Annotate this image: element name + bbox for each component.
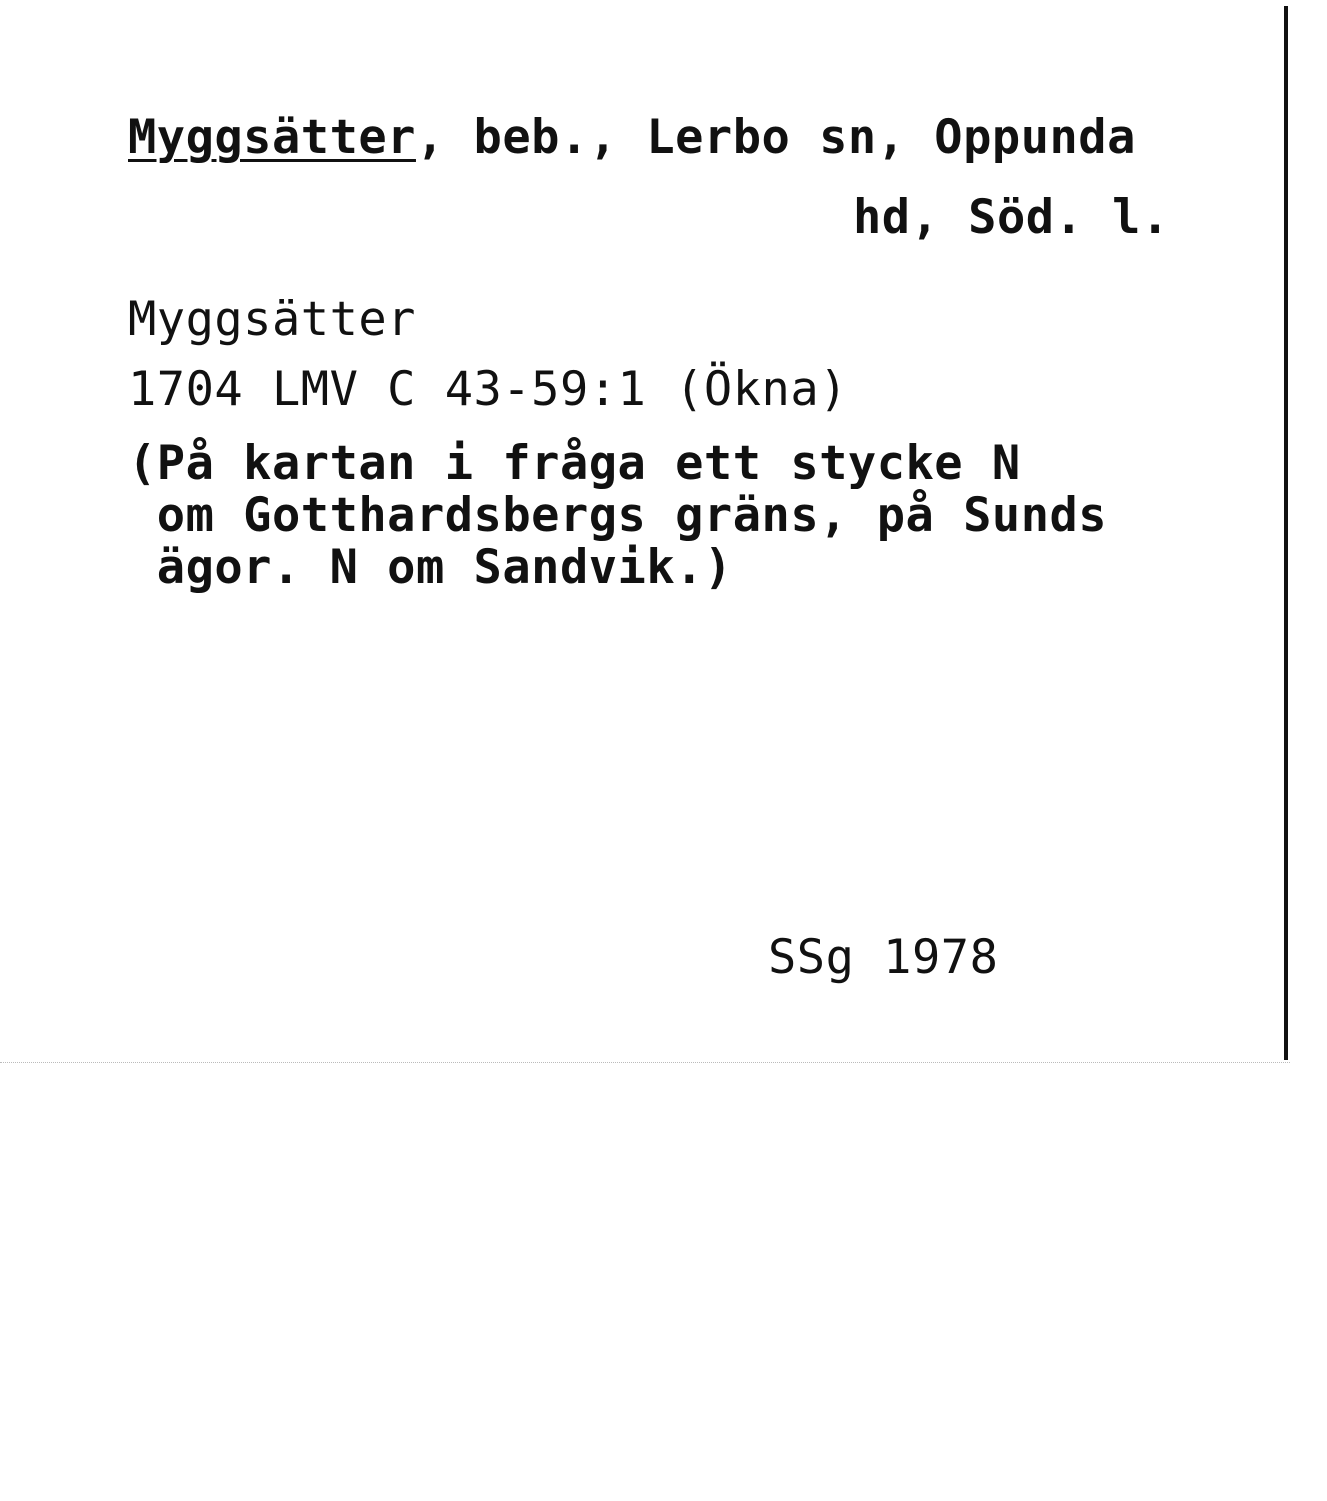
card-bottom-edge bbox=[0, 1062, 1290, 1063]
heading-line-2: hd, Söd. l. bbox=[853, 190, 1170, 245]
place-name: Myggsätter bbox=[128, 110, 416, 165]
name-form: Myggsätter bbox=[128, 292, 416, 347]
note-line-2: om Gotthardsbergs gräns, på Sunds bbox=[128, 488, 1108, 543]
place-description: , beb., Lerbo sn, Oppunda bbox=[415, 110, 1136, 165]
note-line-3: ägor. N om Sandvik.) bbox=[128, 540, 733, 595]
source-reference: 1704 LMV C 43-59:1 (Ökna) bbox=[128, 362, 848, 417]
signature: SSg 1978 bbox=[768, 930, 999, 985]
heading-line-1 bbox=[128, 110, 1136, 165]
note-line-1: (På kartan i fråga ett stycke N bbox=[128, 436, 1021, 491]
card-right-border bbox=[1284, 6, 1288, 1060]
